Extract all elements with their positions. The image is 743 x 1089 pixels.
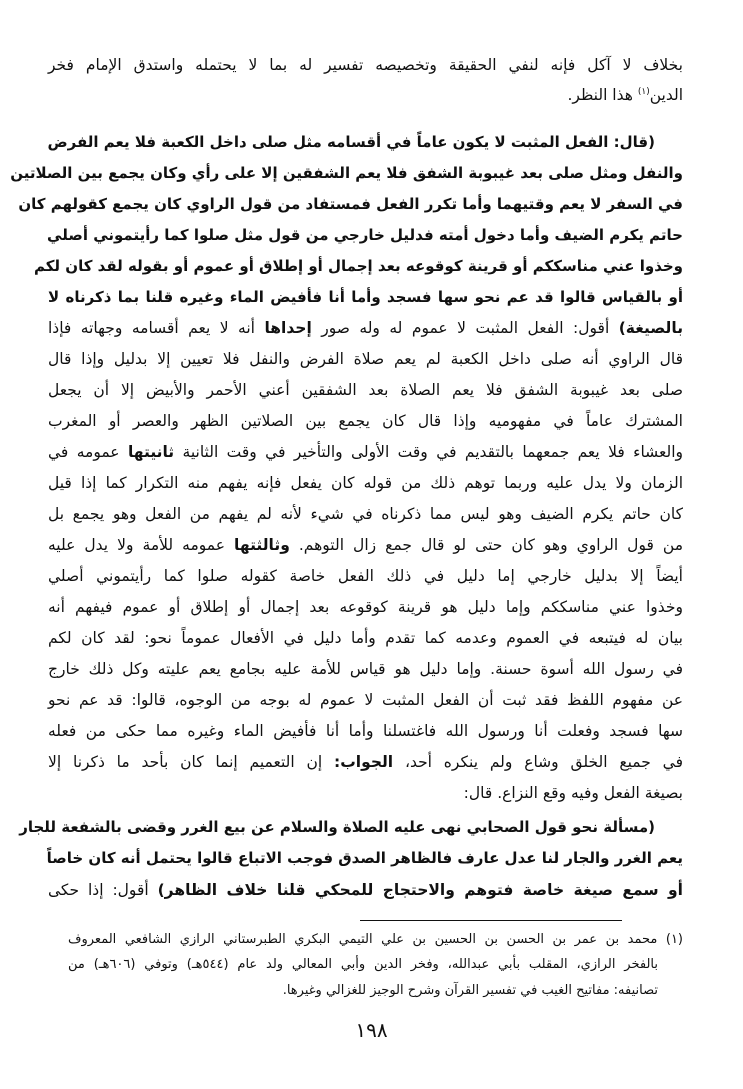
- para2-line: [33, 251, 683, 281]
- para3-line: [48, 843, 683, 873]
- bold-text-segment: إحداها: [264, 319, 312, 337]
- para2-line: [10, 158, 683, 188]
- para2-line: [48, 220, 683, 250]
- para2-line: [48, 406, 683, 436]
- text-segment: أنه لا يعم أقسامه وجهاته فإذا: [48, 319, 265, 337]
- para2-line: [48, 313, 683, 343]
- bold-text-segment: وثالثتها: [234, 536, 290, 554]
- text-segment: المشترك عاماً في مفهوميه وإذا قال كان يجمع بين الصلاتين الظهر والعصر أو المغرب: [48, 412, 683, 430]
- text-segment: كان حاتم يكرم الضيف وهو ليس مما ذكرناه في شيء لأنه لم يفهم من الفعل وهو يجمع بل: [48, 505, 683, 523]
- text-segment: إن التعميم إنما كان بأحد ما ذكرنا إلا: [48, 753, 335, 771]
- text-segment: أيضاً إلا بدليل خارجي إما دليل في ذلك الفعل خاصة كقوله صلوا كما رأيتموني أصلي: [48, 567, 683, 585]
- bold-text-segment: أو بالقياس قالوا قد عم نحو سها فسجد وأما أنا فأفيض الماء وغيره قلنا بما ذكرناه لا: [48, 288, 683, 306]
- text-segment: في رسول الله أسوة حسنة. وإما دليل هو قياس للأمة عليه بجامع يعم عليته وكل ذلك خارج: [48, 660, 683, 678]
- bold-text-segment: بالصيغة): [618, 319, 684, 337]
- text-segment: في جميع الخلق وشاع ولم ينكره أحد،: [393, 753, 684, 771]
- para3-line: [19, 812, 683, 842]
- page-number: ١٩٨: [355, 1018, 388, 1042]
- bold-text-segment: في السفر لا يعم وقتيهما وأما تكرر الفعل فمستفاد من قول الراوي كان يجمع كقولهم كان: [18, 195, 683, 213]
- para1-line: [48, 50, 683, 80]
- text-segment: الزمان ولا يدل عليه وربما توهم ذلك من قوله كان يفعل فإنه يفهم منه التكرار كما إذا قيل: [48, 474, 683, 492]
- para2-line: [48, 282, 683, 312]
- bold-text-segment: الجواب:: [334, 753, 394, 771]
- bold-text-segment: وخذوا عني مناسككم أو قرينة كوقوعه بعد إجمال أو إطلاق أو عموم أو بقوله لقد كان لكم: [33, 257, 683, 275]
- text-segment: قال الراوي أنه صلى داخل الكعبة لم يعم صلاة الفرض والنفل فلا تعيين إلا بدليل وإذا قال: [48, 350, 683, 368]
- bold-text-segment: أو سمع صيغة خاصة فتوهم والاحتجاج للمحكي قلنا خلاف الظاهر): [157, 881, 683, 899]
- para2-line: [48, 747, 683, 777]
- text-segment: هذا النظر.: [567, 86, 638, 104]
- para2-line: [48, 623, 683, 653]
- text-segment: تصانيفه: مفاتيح الغيب في تفسير القرآن وشرح الوجيز للغزالي وغيرها.: [282, 983, 658, 998]
- para2-line: [48, 437, 683, 467]
- para3-line: [48, 875, 683, 905]
- para2-line: [48, 716, 683, 746]
- text-segment: (١) محمد بن عمر بن الحسن بن الحسين بن علي التيمي البكري الطبرستاني الرازي الشافعي المعروف: [68, 932, 683, 947]
- para2-line: [18, 189, 683, 219]
- text-segment: بيان له فيتبعه في العموم وعدمه كما تقدم وأما دليل في الأفعال عموماً نحو: لقد كان لكم: [48, 629, 683, 647]
- para1-line: [48, 80, 683, 110]
- bold-text-segment: يعم الغرر والجار لنا عدل عارف فالظاهر الصدق فوجب الاتباع قالوا يحتمل أنه كان خاصاً: [46, 849, 683, 867]
- para2-line: [48, 592, 683, 622]
- para2-line: [48, 685, 683, 715]
- text-segment: وخذوا عني مناسككم وإما دليل هو قرينة كوقوعه بعد إجمال أو إطلاق أو عموم فيفهم أنه: [48, 598, 683, 616]
- bold-text-segment: والنفل ومثل صلى بعد غيبوبة الشفق فلا يعم الشفقين إلا على رأي وكان يجمع بين الصلاتين: [10, 164, 683, 182]
- para2-line: [48, 344, 683, 374]
- text-segment: والعشاء فلا يعم جمعهما بالتقديم في وقت الأولى والتأخير في وقت الثانية: [174, 443, 683, 461]
- footnote-reference: (١): [637, 86, 650, 97]
- para2-line: [48, 127, 683, 157]
- para2-line: [48, 468, 683, 498]
- footnote-line: [68, 978, 658, 1004]
- para2-line: [48, 499, 683, 529]
- text-segment: بصيغة الفعل وفيه وقع النزاع. قال:: [463, 784, 683, 802]
- bold-text-segment: ثانيتها: [127, 443, 175, 461]
- text-segment: عن مفهوم اللفظ فقد ثبت أن الفعل المثبت لا عموم له بوجه من الوجوه، قالوا: قد عم نحو: [48, 691, 683, 709]
- text-segment: بالفخر الرازي، المقلب بأبي عبدالله، وفخر الدين وأبي المعالي ولد عام (٥٤٤هـ) وتوفي (٦٠٦هـ) من: [68, 957, 658, 972]
- bold-text-segment: حاتم يكرم الضيف وأما دخول أمته فدليل خارجي من قول مثل صلوا كما رأيتموني أصلي: [47, 226, 683, 244]
- para2-line: [48, 778, 683, 808]
- text-segment: من قول الراوي وهو كان حتى لو قال جمع زال التوهم.: [289, 536, 683, 554]
- para2-line: [48, 530, 683, 560]
- text-segment: بخلاف لا آكل فإنه لنفي الحقيقة وتخصيصه تفسير له بما لا يحتمله واستدق الإمام فخر: [48, 56, 683, 74]
- text-segment: عمومه في: [48, 443, 128, 461]
- text-segment: أقول: إذا حكى: [48, 881, 158, 899]
- footnote-line: [68, 952, 658, 978]
- footnote-separator: [360, 920, 622, 921]
- para2-line: [48, 654, 683, 684]
- text-segment: الدين: [649, 86, 683, 104]
- footnote-line: [68, 927, 683, 953]
- para2-line: [48, 375, 683, 405]
- text-segment: صلى بعد غيبوبة الشفق فلا يعم الصلاة بعد الشفقين أعني الأحمر والأبيض إلا أن يجعل: [48, 381, 683, 399]
- text-segment: سها فسجد وفعلت أنا ورسول الله فاغتسلنا وأما أنا فأفيض الماء وغيره مما حكى من فعله: [48, 722, 683, 740]
- text-segment: عمومه للأمة ولا يدل عليه: [48, 536, 235, 554]
- para2-line: [48, 561, 683, 591]
- text-segment: أقول: الفعل المثبت لا عموم له وله صور: [311, 319, 619, 337]
- bold-text-segment: (مسألة نحو قول الصحابي نهى عليه الصلاة والسلام عن بيع الغرر وقضى بالشفعة للجار: [19, 818, 655, 836]
- bold-text-segment: (قال: الفعل المثبت لا يكون عاماً في أقسامه مثل صلى داخل الكعبة فلا يعم الفرض: [47, 133, 655, 151]
